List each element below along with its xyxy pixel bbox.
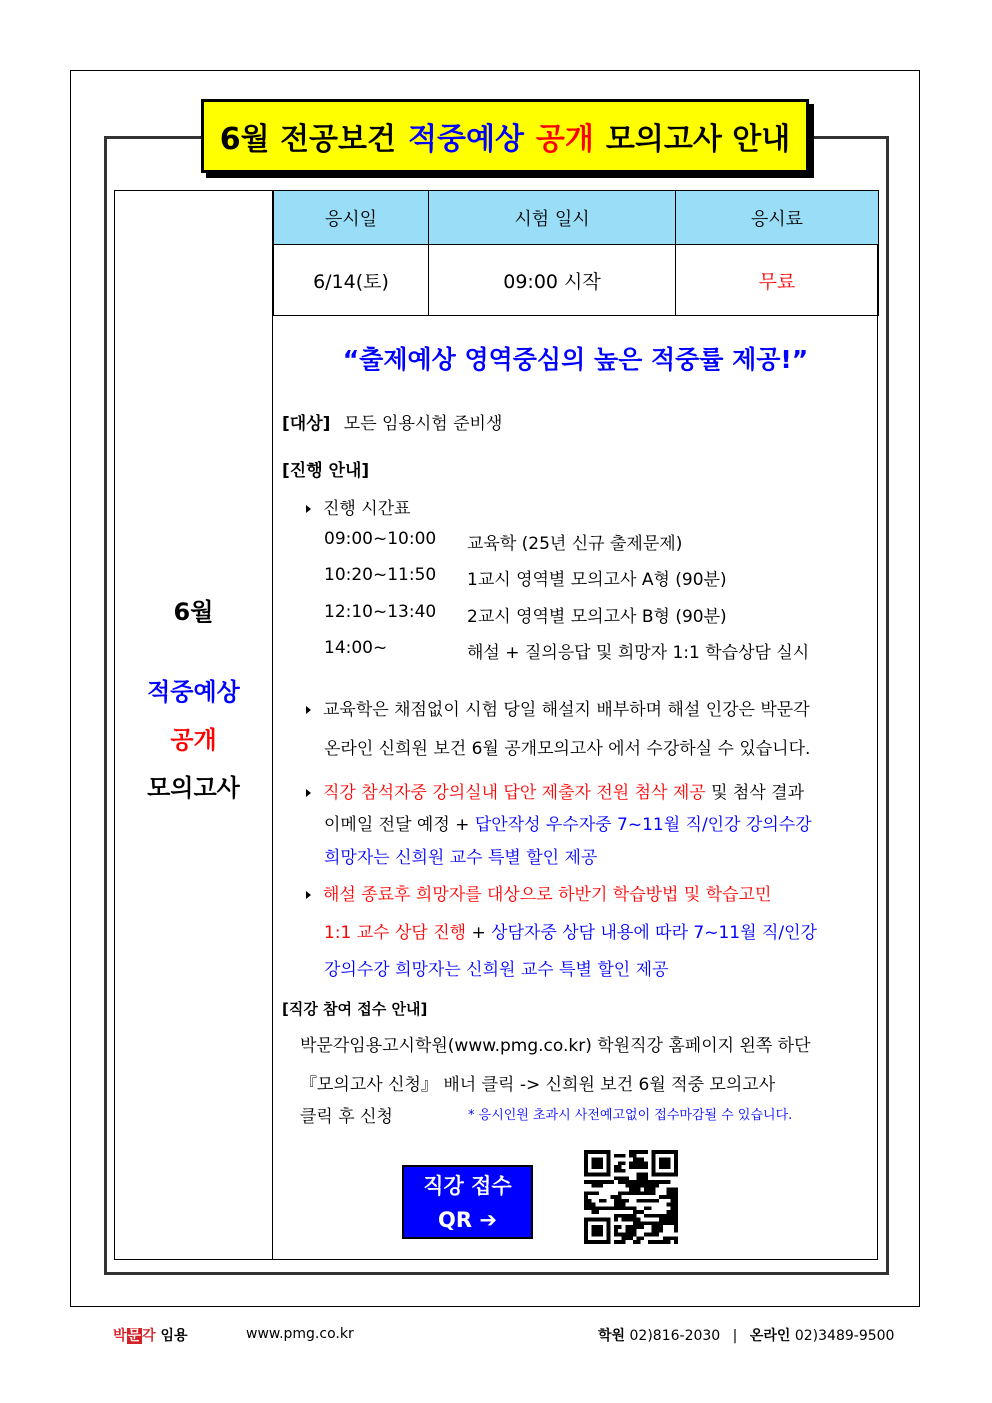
schedule-desc: 2교시 영역별 모의고사 B형 (90분) <box>467 607 727 627</box>
registration-line3: 클릭 후 신청 <box>300 1107 393 1127</box>
qr-button-line1: 직강 접수 <box>423 1174 512 1198</box>
footer-separator: | <box>732 1328 738 1344</box>
target-label: [대상] <box>282 414 331 434</box>
sidebar-line1: 적중예상 <box>147 678 240 706</box>
sidebar-line3: 모의고사 <box>147 774 240 802</box>
value-time: 09:00 시작 <box>429 245 676 316</box>
qr-register-button[interactable] <box>402 1165 533 1239</box>
title-part-1: 6월 전공보건 <box>219 122 396 157</box>
note1-line2: 온라인 신희원 보건 6월 공개모의고사 에서 수강하실 수 있습니다. <box>324 739 811 759</box>
sidebar-line2: 공개 <box>170 726 217 754</box>
bullet-icon <box>306 706 311 714</box>
footer-contacts <box>598 1325 894 1345</box>
qr-button-line2: QR ➔ <box>438 1208 497 1232</box>
header-time: 시험 일시 <box>429 191 676 245</box>
bullet-icon <box>306 891 311 899</box>
target-row <box>282 409 502 434</box>
note2-line2: 이메일 전달 예정 + 답안작성 우수자중 7~11월 직/인강 강의수강 <box>324 815 812 835</box>
schedule-time: 12:10~13:40 <box>324 602 437 622</box>
note2-line3: 희망자는 신희원 교수 특별 할인 제공 <box>324 848 598 868</box>
target-text: 모든 임용시험 준비생 <box>343 414 503 434</box>
schedule-time: 09:00~10:00 <box>324 529 437 549</box>
header-date: 응시일 <box>274 191 429 245</box>
table-header-row <box>274 191 879 245</box>
footer-website[interactable]: www.pmg.co.kr <box>246 1326 354 1342</box>
online-label: 온라인 <box>749 1328 791 1344</box>
note3-line2: 1:1 교수 상담 진행 + 상담자중 상담 내용에 따라 7~11월 직/인강 <box>324 923 817 943</box>
registration-line1: 박문각임용고시학원(www.pmg.co.kr) 학원직강 홈페이지 왼쪽 하단 <box>300 1036 811 1056</box>
schedule-desc: 해설 + 질의응답 및 희망자 1:1 학습상담 실시 <box>467 643 810 663</box>
schedule-time: 14:00~ <box>324 638 388 658</box>
exam-info-table <box>273 190 879 316</box>
registration-label: [직강 참여 접수 안내] <box>282 1000 428 1018</box>
table-row <box>274 245 879 316</box>
schedule-time: 10:20~11:50 <box>324 565 437 585</box>
footer-logo: 박문각 임용 <box>113 1328 188 1344</box>
header-fee: 응시료 <box>676 191 879 245</box>
sidebar-label-column <box>114 190 273 1260</box>
schedule-title-row <box>306 494 411 519</box>
value-fee: 무료 <box>676 245 879 316</box>
qr-code-icon[interactable] <box>584 1150 678 1244</box>
value-date: 6/14(토) <box>274 245 429 316</box>
bullet-icon <box>306 789 311 797</box>
title-part-4: 모의고사 안내 <box>605 122 791 157</box>
registration-line2: 『모의고사 신청』 배너 클릭 -> 신희원 보건 6월 적중 모의고사 <box>300 1075 776 1095</box>
note1-line1: 교육학은 채점없이 시험 당일 해설지 배부하며 해설 인강은 박문각 <box>306 695 810 720</box>
schedule-title: 진행 시간표 <box>323 499 411 519</box>
schedule-desc: 1교시 영역별 모의고사 A형 (90분) <box>467 570 727 590</box>
academy-label: 학원 <box>598 1328 626 1344</box>
schedule-desc: 교육학 (25년 신규 출제문제) <box>467 534 683 554</box>
headline-quote: “출제예상 영역중심의 높은 적중률 제공!” <box>342 345 809 374</box>
sidebar-month: 6월 <box>173 598 214 626</box>
title-part-2: 적중예상 <box>408 122 524 157</box>
progress-label: [진행 안내] <box>282 461 370 481</box>
bullet-icon <box>306 505 311 513</box>
online-phone: 02)3489-9500 <box>790 1328 895 1344</box>
page-title <box>201 99 809 173</box>
note3-line1: 해설 종료후 희망자를 대상으로 하반기 학습방법 및 학습고민 <box>306 880 771 905</box>
academy-phone: 02)816-2030 <box>625 1328 721 1344</box>
registration-note: * 응시인원 초과시 사전예고없이 접수마감될 수 있습니다. <box>468 1108 793 1123</box>
note2-line1: 직강 참석자중 강의실내 답안 제출자 전원 첨삭 제공 및 첨삭 결과 <box>306 778 804 803</box>
note3-line3: 강의수강 희망자는 신희원 교수 특별 할인 제공 <box>324 960 669 980</box>
title-part-3: 공개 <box>535 122 594 157</box>
